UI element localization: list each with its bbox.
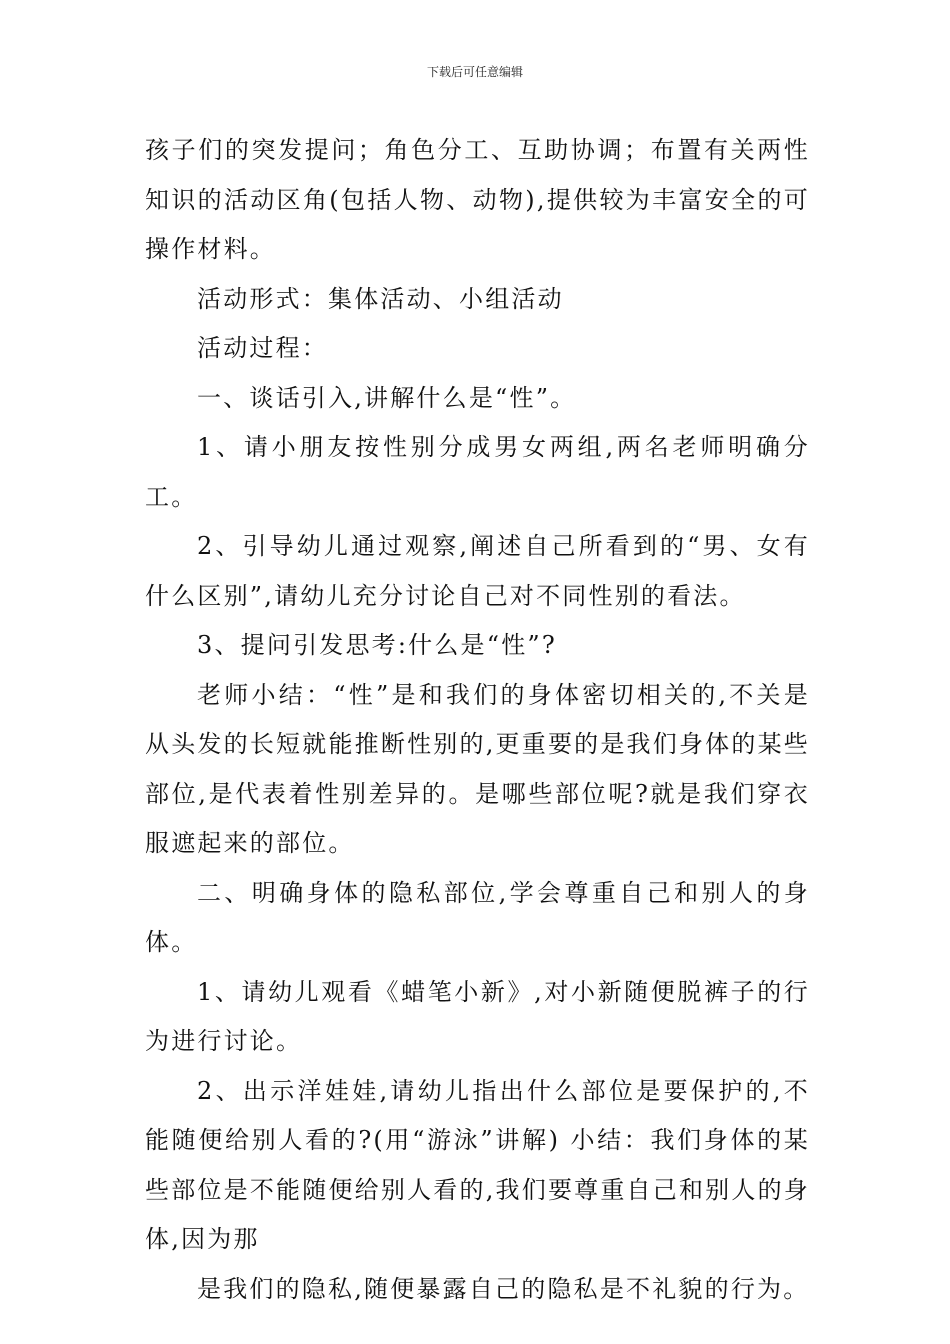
paragraph-step-2: 2、引导幼儿通过观察,阐述自己所看到的“男、女有什么区别”,请幼儿充分讨论自己对不同性别的看法。 xyxy=(145,532,810,610)
paragraph-step-2-2: 2、出示洋娃娃,请幼儿指出什么部位是要保护的,不能随便给别人看的?(用“游泳”讲解) 小结：我们身体的某些部位是不能随便给别人看的,我们要尊重自己和别人的身体,因为那 xyxy=(145,1076,810,1253)
paragraph-step-2-1: 1、请幼儿观看《蜡笔小新》,对小新随便脱裤子的行为进行讨论。 xyxy=(145,977,810,1055)
section-heading-two: 二、明确身体的隐私部位,学会尊重自己和别人的身体。 xyxy=(145,878,810,956)
document-body xyxy=(145,126,810,1314)
paragraph-step-3: 3、提问引发思考:什么是“性”? xyxy=(197,631,557,659)
section-heading-one: 一、谈话引入,讲解什么是“性”。 xyxy=(197,383,577,412)
paragraph-teacher-summary: 老师小结：“性”是和我们的身体密切相关的,不关是从头发的长短就能推断性别的,更重要的是我们身体的某些部位,是代表着性别差异的。是哪些部位呢?就是我们穿衣服遮起来的部位。 xyxy=(145,680,810,857)
paragraph-activity-form: 活动形式：集体活动、小组活动 xyxy=(197,284,564,313)
paragraph-continuation: 是我们的隐私,随便暴露自己的隐私是不礼貌的行为。 xyxy=(197,1274,810,1303)
paragraph-activity-process: 活动过程： xyxy=(197,334,328,362)
paragraph-materials: 孩子们的突发提问；角色分工、互助协调；布置有关两性知识的活动区角(包括人物、动物),提供较为丰富安全的可操作材料。 xyxy=(145,136,810,263)
paragraph-step-1: 1、请小朋友按性别分成男女两组,两名老师明确分工。 xyxy=(145,433,810,511)
page-header-note: 下载后可任意编辑 xyxy=(426,65,523,79)
